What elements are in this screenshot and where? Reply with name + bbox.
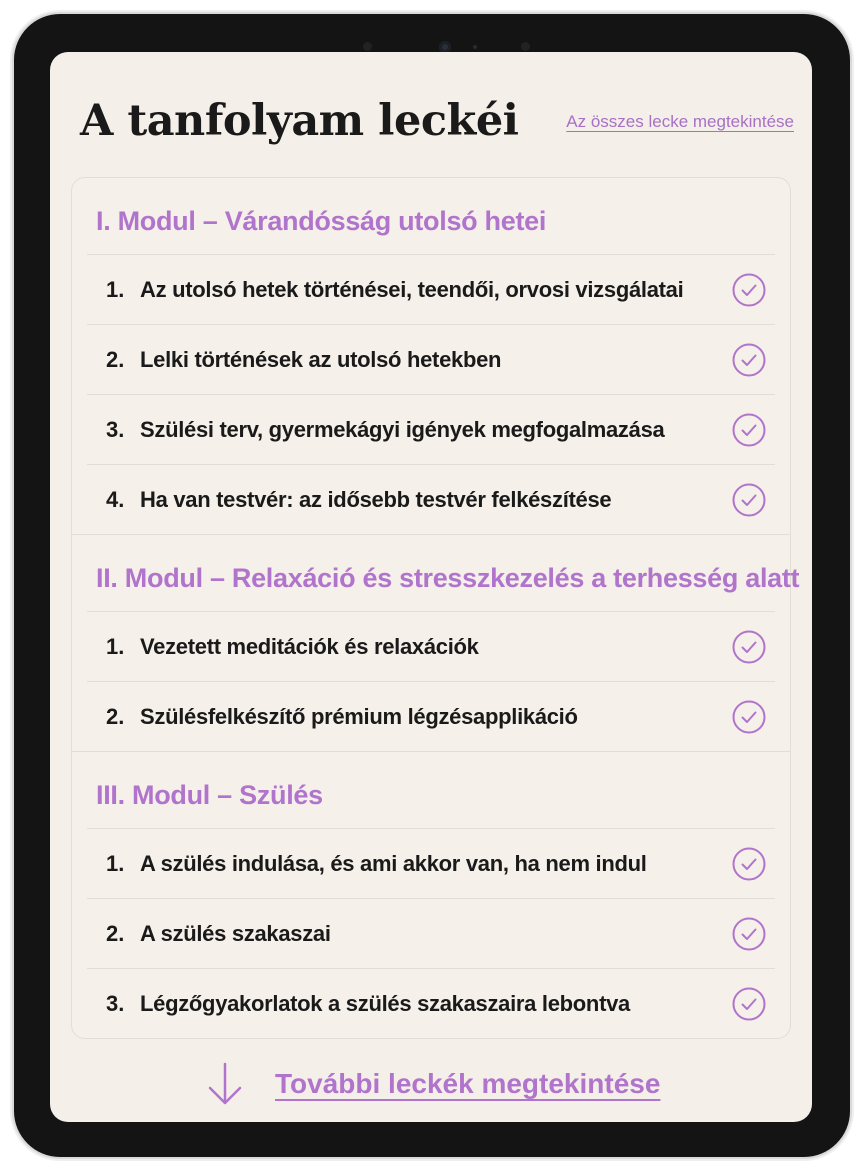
page-title: A tanfolyam leckéi xyxy=(80,96,519,146)
lesson-list-card xyxy=(71,177,800,1039)
module-2 xyxy=(72,534,800,751)
lesson-title: A szülés indulása, és ami akkor van, ha nem indul xyxy=(140,850,647,876)
arrow-down-icon xyxy=(205,1062,245,1106)
lesson-title: A szülés szakaszai xyxy=(140,920,331,946)
check-circle-icon xyxy=(732,917,766,951)
check-circle-icon xyxy=(732,847,766,881)
lesson-item[interactable] xyxy=(87,394,775,464)
view-all-lessons-link[interactable]: Az összes lecke megtekintése xyxy=(566,112,794,131)
lesson-item[interactable] xyxy=(87,828,775,898)
more-lessons-label: További leckék megtekintése xyxy=(275,1068,661,1099)
lesson-title: Ha van testvér: az idősebb testvér felkészítése xyxy=(140,486,612,512)
lesson-item[interactable] xyxy=(87,254,775,324)
check-circle-icon xyxy=(732,630,766,664)
lesson-title: Vezetett meditációk és relaxációk xyxy=(140,633,479,659)
lesson-number: 4. xyxy=(106,486,125,512)
lesson-number: 1. xyxy=(106,276,125,302)
lesson-item[interactable] xyxy=(87,898,775,968)
more-lessons-link[interactable] xyxy=(205,1062,660,1106)
lesson-item[interactable] xyxy=(87,464,775,534)
lesson-title: Légzőgyakorlatok a szülés szakaszaira lebontva xyxy=(140,990,630,1016)
lesson-number: 3. xyxy=(106,416,125,442)
lesson-title: Szülésfelkészítő prémium légzésapplikáció xyxy=(140,703,578,729)
check-circle-icon xyxy=(732,700,766,734)
check-circle-icon xyxy=(732,483,766,517)
sensor-left xyxy=(363,42,372,51)
lesson-number: 2. xyxy=(106,703,125,729)
module-1 xyxy=(72,178,790,534)
lesson-number: 1. xyxy=(106,850,125,876)
sensor-right xyxy=(521,42,530,51)
check-circle-icon xyxy=(732,413,766,447)
lesson-list xyxy=(72,611,790,751)
lesson-list xyxy=(72,254,790,534)
lesson-number: 1. xyxy=(106,633,125,659)
module-title: I. Modul – Várandósság utolsó hetei xyxy=(96,206,547,236)
ambient-light-sensor xyxy=(473,45,477,49)
lesson-item[interactable] xyxy=(87,611,775,681)
lesson-number: 2. xyxy=(106,920,125,946)
lesson-item[interactable] xyxy=(87,968,775,1038)
lesson-item[interactable] xyxy=(87,681,775,751)
lesson-number: 3. xyxy=(106,990,125,1016)
screen xyxy=(50,52,812,1122)
lesson-list xyxy=(72,828,790,1038)
lesson-title: Az utolsó hetek történései, teendői, orvosi vizsgálatai xyxy=(140,276,684,302)
lesson-title: Szülési terv, gyermekágyi igények megfogalmazása xyxy=(140,416,665,442)
check-circle-icon xyxy=(732,987,766,1021)
check-circle-icon xyxy=(732,343,766,377)
lesson-number: 2. xyxy=(106,346,125,372)
check-circle-icon xyxy=(732,273,766,307)
lesson-title: Lelki történések az utolsó hetekben xyxy=(140,346,502,372)
lesson-item[interactable] xyxy=(87,324,775,394)
module-title: II. Modul – Relaxáció és stresszkezelés a terhesség alatt xyxy=(96,563,800,593)
module-title: III. Modul – Szülés xyxy=(96,780,323,810)
module-3 xyxy=(72,751,790,1038)
